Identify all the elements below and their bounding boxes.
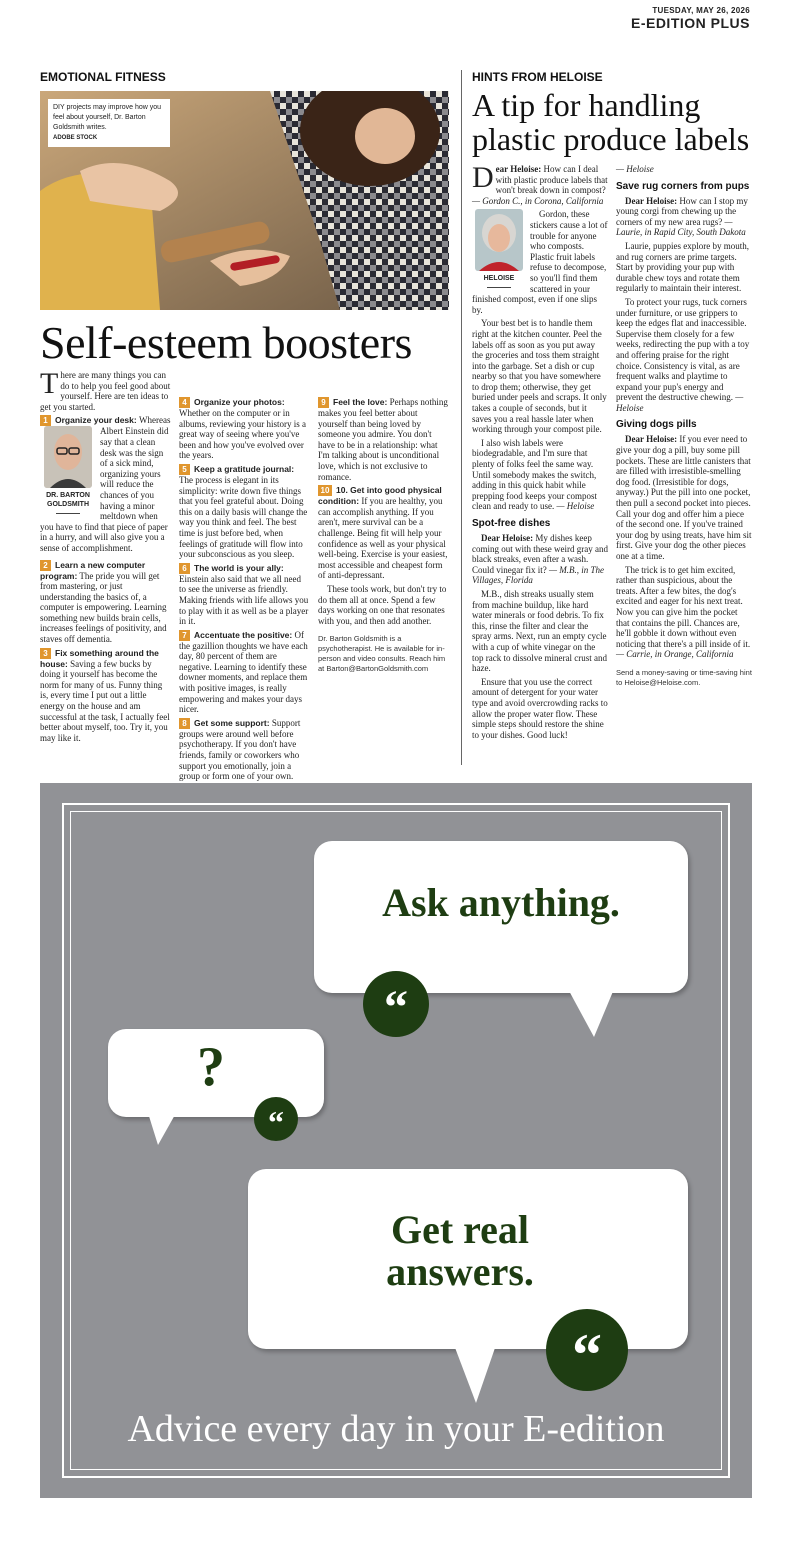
right-column-1 (472, 161, 608, 743)
subhead-giving-dogs-pills: Giving dogs pills (616, 419, 697, 431)
tip-head-5: Keep a gratitude journal: (194, 463, 295, 474)
tip-number-1: 1 (40, 415, 51, 426)
edition-brand: E-EDITION PLUS (630, 15, 750, 31)
speech-bubble-answers-tail (454, 1345, 498, 1405)
heloise-name-rule (487, 287, 511, 288)
left-column-3 (318, 397, 449, 677)
bubble-answers-line2: answers. (386, 1249, 534, 1294)
tip-body-1: Whereas Albert Einstein did say that a clean desk was the sign of a sick mind, organizing yours will reduce the chances of you having a minor meltdown when you have to find that piece of paper in a hurry, and will also give you a sense of accomplishment. (40, 415, 171, 553)
subhead-rug-corners: Save rug corners from pups (616, 180, 750, 192)
letter-3-sign: — Laurie, in Rapid City, South Dakota (616, 216, 746, 238)
author-mugshot (40, 426, 96, 514)
tip-head-7: Accentuate the positive: (194, 629, 293, 640)
heloise-name: HELOISE (483, 275, 515, 283)
letter-3 (616, 196, 752, 238)
letter-2 (472, 533, 608, 586)
ad-tagline: Advice every day in your E-edition (127, 1408, 665, 1450)
letter-3-lead: Dear Heloise: (625, 195, 678, 206)
masthead (631, 6, 750, 31)
tip-head-4: Organize your photos: (194, 397, 285, 407)
heloise-footer: Send a money-saving or time-saving hint to Heloise@Heloise.com. (616, 667, 752, 687)
left-column-2 (179, 397, 310, 785)
letter-1-lead: ear Heloise: (495, 164, 542, 174)
tip-body-6: Einstein also said that we all need to see the universe as friendly. Making friends with life allows you to play with it as well as be a player in it. (179, 573, 309, 627)
heloise-mugshot (472, 209, 526, 288)
edition-date: TUESDAY, MAY 26, 2026 (652, 6, 750, 15)
article-photo (40, 91, 449, 310)
tip-body-9: Perhaps nothing makes you feel better about yourself than being loved by someone you admire. You don't have to be in a relationship: what I'm talking about is unconditional love, which is not exclusive to romance. (318, 397, 448, 482)
letter-4-sign: — Carrie, in Orange, California (616, 649, 734, 660)
answer-3-sign: — Heloise (616, 392, 744, 413)
author-name-line1: DR. BARTON (46, 492, 90, 500)
answer-2b: Ensure that you use the correct amount of detergent for your water type and avoid overcrowding racks to allow the proper water flow. These simple steps should restore the shine to your dishes. Good luck! (472, 676, 608, 740)
tip-7 (179, 630, 310, 715)
letter-1-text: How can I deal with plastic produce labels that won't break down in compost? (495, 164, 608, 196)
tip-number-9: 9 (318, 397, 329, 408)
author-name-line2: GOLDSMITH (47, 501, 89, 509)
tip-body-4: Whether on the computer or in albums, reviewing your history is a great way of seeing where you've been and how you've evolved over the years. (179, 408, 306, 461)
tip-body-5: The process is elegant in its simplicity: write down five things that you feel grateful about. Doing this on a daily basis will change the way you think and feel. The best time is just before bed, when feelings of gratitude will flow into your subconscious as you sleep. (179, 474, 308, 560)
letter-4-text: If you ever need to give your dog a pill, buy some pill pockets. These are little canisters that are filled with irresistible-smelling dog food. (Irresistible for dogs, anyway.) Put the pill into one pocket, then pull a second pocket into pieces. Call your dog and offer him a piece of the second one. If you've trained your dog by using treats, have him sit first. Give your dog the other pieces one at a time. (616, 434, 752, 561)
tip-6 (179, 563, 310, 627)
column-divider (461, 70, 462, 765)
tip-9 (318, 397, 449, 482)
tip-number-3: 3 (40, 648, 51, 659)
heloise-photo (475, 209, 523, 271)
bubble-answers-line1: Get real (390, 1207, 530, 1252)
tip-4 (179, 397, 310, 461)
author-photo (44, 426, 92, 488)
heloise-portrait-icon (475, 209, 523, 271)
right-column-2 (616, 164, 752, 691)
bubble-answers-text (248, 1209, 672, 1293)
tip-2 (40, 560, 171, 645)
tip-8 (179, 718, 310, 782)
tip-number-10: 10 (318, 485, 332, 496)
intro-paragraph (40, 367, 171, 412)
tip-number-5: 5 (179, 464, 190, 475)
author-bio: Dr. Barton Goldsmith is a psychotherapist. He is available for in-person and video consults. Reach him at Barton@BartonGoldsmith.com (318, 634, 446, 674)
photo-caption-text: DIY projects may improve how you feel about yourself, Dr. Barton Goldsmith writes. (53, 104, 162, 131)
tip-number-6: 6 (179, 563, 190, 574)
answer-2-sign-para (616, 164, 752, 175)
quote-icon-answers: “ (546, 1309, 628, 1391)
tip-head-6: The world is your ally: (194, 562, 284, 573)
answer-3b: To protect your rugs, tuck corners under furniture, or use grippers to keep the edges flat and inaccessible. Supervise them closely for a few weeks, redirecting the pup with a toy and offering praise for the right choice. Consistency is vital, as are frequent walks and playtime to expand your pup's energy and prevent the destructive chewing. (616, 296, 750, 403)
tip-number-8: 8 (179, 718, 190, 729)
left-headline: Self-esteem boosters (40, 317, 412, 368)
intro-text: here are many things you can do to help you feel good about yourself. Here are ten ideas to get you started. (40, 370, 171, 412)
answer-3b-para (616, 297, 752, 414)
photo-credit: ADOBE STOCK (53, 135, 98, 141)
tip-1 (40, 415, 171, 553)
left-column-1 (40, 367, 171, 746)
closing-paragraph: These tools work, but don't try to do them all at once. Spend a few days working on one that resonates with you, and then add another. (318, 583, 447, 626)
tip-head-2: Learn a new computer program: (40, 559, 146, 581)
section-label-heloise: HINTS FROM HELOISE (472, 70, 603, 84)
tip-body-7: Of the gazillion thoughts we have each day, 80 percent of them are negative. Learning to identify these downer moments, and replace them with positive images, is really empowering and makes your days nicer. (179, 629, 308, 715)
tip-head-9: Feel the love: (333, 397, 388, 407)
answer-1b: Your best bet is to handle them right at the kitchen counter. Peel the labels off as soon as you put away the groceries and toss them straight into the garbage. Set a dish or cup nearby so that you have somewhere to drop them; otherwise, they get buried under peels and scraps. It only takes a couple of seconds, but it saves you a real hassle later when working through your compost pile. (472, 318, 607, 435)
letter-4b-para (616, 565, 752, 660)
answer-1-sign: — Heloise (556, 501, 595, 512)
bubble-ask-text: Ask anything. (382, 880, 620, 925)
tip-10 (318, 485, 449, 581)
answer-1a-para (472, 209, 608, 315)
letter-1-sign: — Gordon C., in Corona, California (472, 195, 604, 206)
bubble-question-text: ? (197, 1036, 225, 1098)
letter-4b: The trick is to get him excited, rather than suspicious, about the treats. After a few bites, the dog's excited and eager for his next treat. Now you can give him the pocket that contains the pill. Chances are, he'll gobble it down without even noticing that there's a pill inside of it. (616, 564, 751, 649)
answer-2a: M.B., dish streaks usually stem from machine buildup, like hard water minerals or food debris. To fix this, rinse the filter and clear the spray arms. Next, run an empty cycle with a cup of white vinegar on the top rack to dissolve mineral crust and haze. (472, 588, 607, 674)
answer-3a: Laurie, puppies explore by mouth, and rug corners are prime targets. Start by providing your pup with durable chew toys and rotate them regularly to maintain their interest. (616, 240, 749, 294)
tip-body-2: The pride you will get from mastering, or just understanding the basics of, a computer is empowering. Learning something new builds brain cells, increases feelings of positivity, and staves off dementia. (40, 570, 167, 645)
intro-drop-cap: T (40, 367, 59, 400)
tip-number-2: 2 (40, 560, 51, 571)
right-headline: A tip for handling plastic produce labels (472, 87, 750, 157)
answer-1c-para (472, 438, 608, 512)
author-name-rule (56, 513, 80, 514)
tip-number-7: 7 (179, 630, 190, 641)
tip-head-8: Get some support: (194, 717, 270, 728)
letter-2-sign: — M.B., in The Villages, Florida (472, 564, 604, 586)
quote-icon-ask: “ (363, 971, 429, 1037)
answer-2-sign: — Heloise (616, 164, 654, 174)
e-edition-ad[interactable] (40, 783, 752, 1498)
section-label-emotional-fitness: EMOTIONAL FITNESS (40, 70, 166, 84)
letter-4-lead: Dear Heloise: (625, 434, 678, 445)
tip-5 (179, 464, 310, 560)
speech-bubble-ask-tail (568, 989, 618, 1039)
tip-body-8: Support groups were around well before psychotherapy. If you don't have friends, family or coworkers who support you emotionally, join a group or form one of your own. (179, 717, 301, 782)
tip-3 (40, 648, 171, 744)
tip-head-10: 10. Get into good physical condition: (318, 485, 442, 507)
quote-icon-question: “ (254, 1097, 298, 1141)
author-portrait-icon (44, 426, 92, 488)
letter-1 (472, 161, 608, 206)
speech-bubble-question-tail (148, 1113, 178, 1147)
answer-1c: I also wish labels were biodegradable, and I'm sure that plenty of folks feel the same way. Until somebody makes the switch, adding in this quick habit while prepping food keeps your compost clean and ready to use. (472, 437, 597, 512)
tip-head-3: Fix something around the house: (40, 647, 159, 669)
letter-3-text: How can I stop my young corgi from chewing up the corners of my new area rugs? (616, 195, 748, 227)
answer-1a: Gordon, these stickers cause a lot of trouble for anyone who composts. Plastic fruit labels refuse to decompose, so you'll find them scattered in your finished compost, even if one slips by. (472, 209, 608, 315)
tip-number-4: 4 (179, 397, 190, 408)
subhead-spot-free-dishes: Spot-free dishes (472, 518, 551, 529)
heloise-drop-cap: D (472, 161, 494, 194)
letter-2-text: My dishes keep coming out with these weird gray and black streaks, even after a wash. Could vinegar fix it? (472, 533, 608, 575)
letter-4 (616, 434, 752, 561)
tip-body-3: Saving a few bucks by doing it yourself has become the norm for many of us. Funny thing is, every time I put out a little energy on the house and am successful at the task, I actually feel better about myself, too. Try it, you may like it. (40, 658, 170, 743)
photo-caption (48, 99, 170, 147)
letter-2-lead: Dear Heloise: (481, 533, 534, 543)
tip-head-1: Organize your desk: (55, 415, 137, 426)
tip-body-10: If you are healthy, you can accomplish anything. If you aren't, mere survival can be a challenge. Being fit will help your confidence as well as your physical well-being. Exercise is your easiest, most accessible and cheapest form of anti-depressant. (318, 496, 448, 581)
